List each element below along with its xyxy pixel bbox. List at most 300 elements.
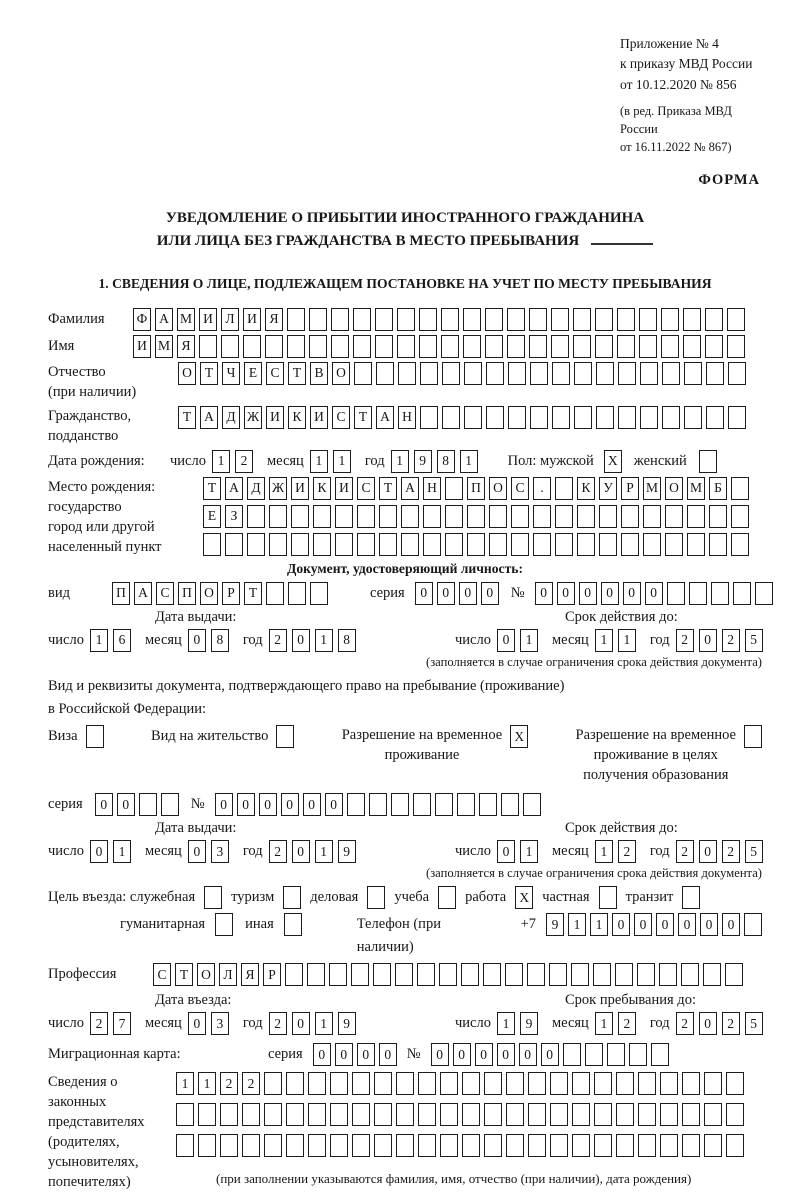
char-box[interactable]: И [243,308,261,331]
char-box[interactable] [706,406,724,429]
char-box[interactable]: 2 [618,1012,636,1035]
char-box[interactable] [374,1103,392,1126]
char-box[interactable]: С [511,477,529,500]
char-box[interactable] [706,362,724,385]
char-box[interactable]: 1 [595,1012,613,1035]
char-box[interactable]: 0 [623,582,641,605]
char-box[interactable] [467,533,485,556]
char-box[interactable] [486,406,504,429]
char-box[interactable]: 8 [338,629,356,652]
char-box[interactable] [286,1103,304,1126]
char-box[interactable] [616,1103,634,1126]
char-box[interactable]: Р [222,582,240,605]
char-box[interactable] [440,1103,458,1126]
char-box[interactable] [638,1072,656,1095]
char-box[interactable] [640,362,658,385]
char-box[interactable]: 0 [699,840,717,863]
char-box[interactable]: 1 [315,840,333,863]
char-box[interactable] [435,793,453,816]
char-box[interactable]: 1 [618,629,636,652]
char-box[interactable]: К [577,477,595,500]
char-box[interactable] [484,1103,502,1126]
char-box[interactable] [463,335,481,358]
char-box[interactable] [352,1134,370,1157]
char-box[interactable]: 2 [722,1012,740,1035]
char-box[interactable]: 1 [595,840,613,863]
char-box[interactable] [660,1072,678,1095]
char-box[interactable]: 0 [519,1043,537,1066]
char-box[interactable] [467,505,485,528]
char-box[interactable] [396,1072,414,1095]
char-box[interactable]: 0 [188,1012,206,1035]
char-box[interactable] [489,505,507,528]
char-box[interactable] [445,533,463,556]
char-box[interactable]: 0 [459,582,477,605]
char-box[interactable]: 0 [292,1012,310,1035]
char-box[interactable] [682,886,700,909]
char-box[interactable] [662,362,680,385]
char-box[interactable] [639,335,657,358]
char-box[interactable] [161,793,179,816]
char-box[interactable] [335,533,353,556]
char-box[interactable] [511,533,529,556]
char-box[interactable]: С [332,406,350,429]
char-box[interactable]: К [288,406,306,429]
char-box[interactable] [555,533,573,556]
char-box[interactable] [643,533,661,556]
char-box[interactable]: И [291,477,309,500]
char-box[interactable]: 0 [541,1043,559,1066]
char-box[interactable] [374,1134,392,1157]
char-box[interactable] [682,1072,700,1095]
char-box[interactable]: Т [288,362,306,385]
char-box[interactable] [704,1103,722,1126]
char-box[interactable] [395,963,413,986]
char-box[interactable] [220,1103,238,1126]
char-box[interactable]: Ч [222,362,240,385]
char-box[interactable] [660,1103,678,1126]
char-box[interactable]: 3 [211,1012,229,1035]
char-box[interactable] [661,335,679,358]
char-box[interactable]: 0 [215,793,233,816]
char-box[interactable]: Т [203,477,221,500]
char-box[interactable] [665,505,683,528]
char-box[interactable] [573,308,591,331]
char-box[interactable]: 8 [211,629,229,652]
char-box[interactable]: 9 [520,1012,538,1035]
char-box[interactable] [585,1043,603,1066]
char-box[interactable] [330,1134,348,1157]
char-box[interactable] [659,963,677,986]
char-box[interactable]: 9 [546,913,564,936]
char-box[interactable] [367,886,385,909]
char-box[interactable] [413,793,431,816]
char-box[interactable]: X [510,725,528,748]
char-box[interactable] [441,335,459,358]
char-box[interactable] [637,963,655,986]
char-box[interactable] [198,1134,216,1157]
char-box[interactable]: Р [621,477,639,500]
char-box[interactable] [398,362,416,385]
char-box[interactable] [286,1134,304,1157]
char-box[interactable] [618,362,636,385]
char-box[interactable]: 0 [437,582,455,605]
char-box[interactable]: . [533,477,551,500]
char-box[interactable]: 0 [188,840,206,863]
char-box[interactable]: М [687,477,705,500]
char-box[interactable]: А [200,406,218,429]
char-box[interactable] [284,913,302,936]
char-box[interactable] [242,1134,260,1157]
char-box[interactable]: Т [354,406,372,429]
char-box[interactable]: 3 [211,840,229,863]
char-box[interactable] [615,963,633,986]
char-box[interactable]: 1 [90,629,108,652]
char-box[interactable] [573,335,591,358]
char-box[interactable]: 1 [520,629,538,652]
char-box[interactable] [225,533,243,556]
char-box[interactable] [599,505,617,528]
char-box[interactable] [375,308,393,331]
char-box[interactable] [283,886,301,909]
char-box[interactable] [418,1134,436,1157]
char-box[interactable] [287,335,305,358]
char-box[interactable] [726,1134,744,1157]
char-box[interactable]: 0 [645,582,663,605]
char-box[interactable] [479,793,497,816]
char-box[interactable] [353,335,371,358]
char-box[interactable] [508,406,526,429]
char-box[interactable]: 0 [357,1043,375,1066]
char-box[interactable] [419,335,437,358]
char-box[interactable] [266,582,284,605]
char-box[interactable] [463,308,481,331]
char-box[interactable]: 0 [497,629,515,652]
char-box[interactable] [291,533,309,556]
char-box[interactable]: 0 [678,913,696,936]
char-box[interactable]: 0 [431,1043,449,1066]
char-box[interactable]: Т [244,582,262,605]
char-box[interactable] [335,505,353,528]
char-box[interactable] [682,1103,700,1126]
char-box[interactable] [417,963,435,986]
char-box[interactable]: Р [263,963,281,986]
char-box[interactable]: 2 [676,1012,694,1035]
char-box[interactable] [139,793,157,816]
char-box[interactable] [555,477,573,500]
char-box[interactable] [203,533,221,556]
char-box[interactable] [401,505,419,528]
char-box[interactable]: 0 [497,1043,515,1066]
char-box[interactable] [420,406,438,429]
char-box[interactable] [533,505,551,528]
char-box[interactable] [391,793,409,816]
char-box[interactable] [199,335,217,358]
char-box[interactable]: 9 [338,1012,356,1035]
char-box[interactable] [687,505,705,528]
char-box[interactable]: У [599,477,617,500]
char-box[interactable] [198,1103,216,1126]
char-box[interactable] [550,1072,568,1095]
char-box[interactable] [419,308,437,331]
char-box[interactable] [530,362,548,385]
char-box[interactable]: 0 [237,793,255,816]
char-box[interactable]: 0 [700,913,718,936]
char-box[interactable]: 0 [535,582,553,605]
char-box[interactable]: О [665,477,683,500]
char-box[interactable] [744,725,762,748]
char-box[interactable] [616,1072,634,1095]
char-box[interactable] [593,963,611,986]
char-box[interactable]: 0 [612,913,630,936]
char-box[interactable] [660,1134,678,1157]
char-box[interactable] [396,1134,414,1157]
char-box[interactable]: 2 [269,840,287,863]
char-box[interactable]: И [199,308,217,331]
char-box[interactable]: К [313,477,331,500]
char-box[interactable] [439,963,457,986]
char-box[interactable]: И [310,406,328,429]
char-box[interactable] [528,1103,546,1126]
char-box[interactable]: 0 [379,1043,397,1066]
char-box[interactable]: Б [709,477,727,500]
char-box[interactable] [703,963,721,986]
char-box[interactable]: 0 [313,1043,331,1066]
char-box[interactable] [595,335,613,358]
char-box[interactable]: С [156,582,174,605]
char-box[interactable] [215,913,233,936]
char-box[interactable] [310,582,328,605]
char-box[interactable]: 0 [325,793,343,816]
char-box[interactable] [247,533,265,556]
char-box[interactable] [621,533,639,556]
char-box[interactable]: 2 [90,1012,108,1035]
char-box[interactable]: 5 [745,1012,763,1035]
char-box[interactable] [483,963,501,986]
char-box[interactable]: И [266,406,284,429]
char-box[interactable] [309,335,327,358]
char-box[interactable]: 0 [656,913,674,936]
char-box[interactable] [528,1134,546,1157]
char-box[interactable] [684,362,702,385]
char-box[interactable] [176,1134,194,1157]
char-box[interactable] [357,505,375,528]
char-box[interactable]: Т [200,362,218,385]
char-box[interactable] [607,1043,625,1066]
char-box[interactable] [733,582,751,605]
char-box[interactable]: 1 [333,450,351,473]
char-box[interactable]: 0 [259,793,277,816]
char-box[interactable]: П [112,582,130,605]
char-box[interactable]: 2 [242,1072,260,1095]
char-box[interactable]: 2 [722,840,740,863]
char-box[interactable] [464,406,482,429]
char-box[interactable]: 0 [292,840,310,863]
char-box[interactable] [596,362,614,385]
char-box[interactable] [308,1072,326,1095]
char-box[interactable] [247,505,265,528]
char-box[interactable]: 2 [269,629,287,652]
char-box[interactable] [704,1072,722,1095]
char-box[interactable]: 0 [188,629,206,652]
char-box[interactable] [462,1072,480,1095]
char-box[interactable] [728,362,746,385]
char-box[interactable]: 1 [568,913,586,936]
char-box[interactable] [665,533,683,556]
char-box[interactable] [727,335,745,358]
char-box[interactable]: А [225,477,243,500]
char-box[interactable] [288,582,306,605]
char-box[interactable] [640,406,658,429]
char-box[interactable]: 5 [745,629,763,652]
char-box[interactable]: Н [398,406,416,429]
char-box[interactable] [309,308,327,331]
char-box[interactable] [574,362,592,385]
char-box[interactable] [506,1103,524,1126]
char-box[interactable] [505,963,523,986]
char-box[interactable] [638,1103,656,1126]
char-box[interactable] [529,335,547,358]
char-box[interactable] [533,533,551,556]
char-box[interactable] [643,505,661,528]
char-box[interactable] [687,533,705,556]
char-box[interactable] [330,1103,348,1126]
char-box[interactable]: Л [219,963,237,986]
char-box[interactable] [265,335,283,358]
char-box[interactable] [441,308,459,331]
char-box[interactable]: 0 [281,793,299,816]
char-box[interactable] [397,335,415,358]
char-box[interactable]: Л [221,308,239,331]
char-box[interactable] [442,362,460,385]
char-box[interactable] [423,505,441,528]
char-box[interactable] [269,505,287,528]
char-box[interactable] [528,1072,546,1095]
char-box[interactable] [373,963,391,986]
char-box[interactable] [530,406,548,429]
char-box[interactable]: Я [177,335,195,358]
char-box[interactable]: 2 [676,629,694,652]
char-box[interactable]: 0 [557,582,575,605]
char-box[interactable] [445,477,463,500]
char-box[interactable] [596,406,614,429]
char-box[interactable]: П [467,477,485,500]
char-box[interactable] [369,793,387,816]
char-box[interactable] [220,1134,238,1157]
char-box[interactable] [285,963,303,986]
char-box[interactable] [681,963,699,986]
char-box[interactable] [286,1072,304,1095]
char-box[interactable] [572,1103,590,1126]
char-box[interactable] [731,477,749,500]
char-box[interactable] [621,505,639,528]
char-box[interactable]: А [401,477,419,500]
char-box[interactable] [485,308,503,331]
char-box[interactable] [291,505,309,528]
char-box[interactable]: Е [203,505,221,528]
char-box[interactable] [357,533,375,556]
char-box[interactable] [639,308,657,331]
char-box[interactable] [486,362,504,385]
char-box[interactable]: С [357,477,375,500]
char-box[interactable] [727,308,745,331]
char-box[interactable]: М [643,477,661,500]
char-box[interactable]: 0 [292,629,310,652]
char-box[interactable]: З [225,505,243,528]
char-box[interactable] [347,793,365,816]
char-box[interactable] [550,1103,568,1126]
char-box[interactable]: 0 [335,1043,353,1066]
char-box[interactable]: 1 [497,1012,515,1035]
char-box[interactable] [731,505,749,528]
char-box[interactable] [438,886,456,909]
char-box[interactable] [572,1134,590,1157]
char-box[interactable] [577,533,595,556]
char-box[interactable] [574,406,592,429]
char-box[interactable]: 1 [590,913,608,936]
char-box[interactable]: А [155,308,173,331]
char-box[interactable] [577,505,595,528]
char-box[interactable] [704,1134,722,1157]
char-box[interactable]: 0 [497,840,515,863]
char-box[interactable] [506,1072,524,1095]
char-box[interactable]: О [200,582,218,605]
char-box[interactable] [725,963,743,986]
char-box[interactable] [705,308,723,331]
char-box[interactable] [699,450,717,473]
char-box[interactable]: В [310,362,328,385]
char-box[interactable] [396,1103,414,1126]
char-box[interactable] [552,362,570,385]
char-box[interactable] [507,335,525,358]
char-box[interactable] [638,1134,656,1157]
char-box[interactable] [501,793,519,816]
char-box[interactable]: П [178,582,196,605]
char-box[interactable] [689,582,707,605]
char-box[interactable]: 0 [95,793,113,816]
char-box[interactable] [527,963,545,986]
char-box[interactable] [264,1072,282,1095]
char-box[interactable] [728,406,746,429]
char-box[interactable] [462,1134,480,1157]
char-box[interactable] [457,793,475,816]
char-box[interactable]: И [133,335,151,358]
char-box[interactable]: 9 [414,450,432,473]
char-box[interactable] [555,505,573,528]
char-box[interactable] [523,793,541,816]
char-box[interactable] [662,406,680,429]
char-box[interactable]: Ф [133,308,151,331]
char-box[interactable]: 0 [699,1012,717,1035]
char-box[interactable] [420,362,438,385]
char-box[interactable] [464,362,482,385]
char-box[interactable] [617,308,635,331]
char-box[interactable]: М [155,335,173,358]
char-box[interactable]: 1 [315,1012,333,1035]
char-box[interactable] [726,1103,744,1126]
char-box[interactable]: Т [379,477,397,500]
char-box[interactable] [331,335,349,358]
char-box[interactable] [401,533,419,556]
char-box[interactable]: О [178,362,196,385]
char-box[interactable] [264,1134,282,1157]
char-box[interactable]: 8 [437,450,455,473]
char-box[interactable]: 0 [117,793,135,816]
char-box[interactable] [549,963,567,986]
char-box[interactable] [618,406,636,429]
char-box[interactable]: О [197,963,215,986]
char-box[interactable] [572,1072,590,1095]
